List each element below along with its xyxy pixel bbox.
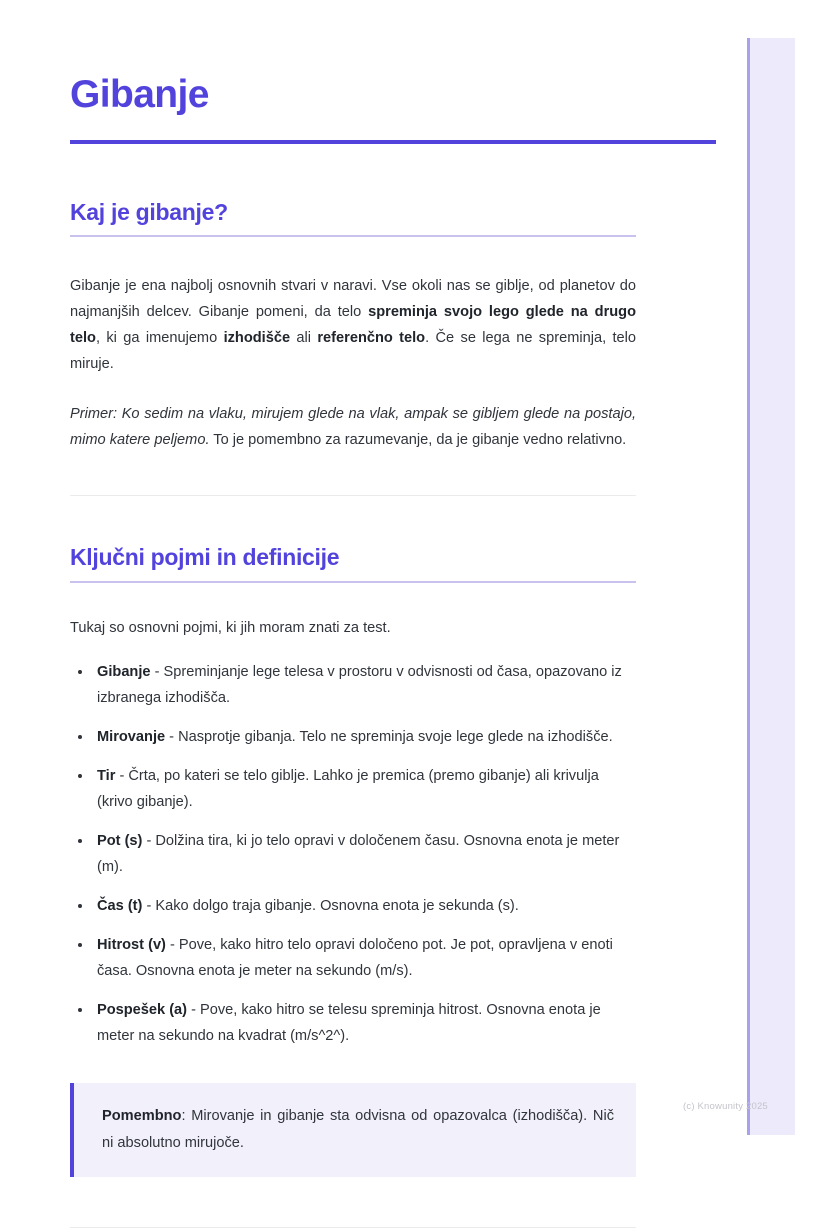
list-item: [70, 724, 636, 750]
intro-text-3: ali: [290, 330, 318, 347]
section-heading: Kaj je gibanje?: [70, 198, 228, 225]
term-label: Čas (t): [97, 897, 143, 914]
term-definition: - Črta, po kateri se telo giblje. Lahko je premica (premo gibanje) ali krivulja (krivo gibanje).: [97, 767, 599, 810]
term-label: Gibanje: [97, 663, 151, 680]
list-item: [70, 763, 636, 815]
intro-text-1: Gibanje je ena najbolj osnovnih stvari v naravi. Vse okoli nas se giblje, od planetov do najmanjših delcev. Gibanje pomeni, da telo: [70, 278, 636, 321]
term-label: Pot (s): [97, 832, 143, 849]
title-underline: [70, 140, 716, 144]
list-item: [70, 932, 636, 984]
document-content: [70, 0, 636, 1228]
term-definition: - Nasprotje gibanja. Telo ne spreminja svoje lege glede na izhodišče.: [165, 728, 613, 745]
example-italic: Primer: Ko sedim na vlaku, mirujem glede na vlak, ampak se gibljem glede na postajo, mimo katere peljemo.: [70, 406, 636, 449]
page-side-strip: [747, 38, 795, 1135]
intro-bold-2: izhodišče: [223, 330, 291, 347]
section-kaj-je-gibanje: [70, 152, 636, 453]
term-label: Mirovanje: [97, 728, 166, 745]
term-definition: - Kako dolgo traja gibanje. Osnovna enota je sekunda (s).: [142, 897, 519, 914]
callout-body: : Mirovanje in gibanje sta odvisna od opazovalca (izhodišča). Nič ni absolutno mirujoče.: [102, 1107, 614, 1151]
intro-bold-1: spreminja svojo lego glede na drugo telo: [70, 304, 636, 347]
section-heading-rule: [70, 235, 636, 237]
paragraph-example: [70, 377, 636, 453]
intro-text-4: . Če se lega ne spreminja, telo miruje.: [70, 330, 636, 373]
term-label: Pospešek (a): [97, 1001, 188, 1018]
intro-text-2: , ki ga imenujemo: [95, 330, 224, 347]
paragraph-intro: [70, 245, 636, 377]
term-label: Tir: [97, 767, 116, 784]
callout-label: Pomembno: [102, 1107, 182, 1124]
section-heading-rule: [70, 581, 636, 583]
term-definition: - Pove, kako hitro telo opravi določeno pot. Je pot, opravljena v enoti časa. Osnovna enota je meter na sekundo (m/s).: [97, 936, 613, 979]
callout-text: [102, 1103, 614, 1157]
term-definition: - Pove, kako hitro se telesu spreminja hitrost. Osnovna enota je meter na sekundo na kvadrat (m/s^2^).: [97, 1001, 601, 1044]
section-kljucni-pojmi: [70, 496, 636, 1176]
term-definition: - Dolžina tira, ki jo telo opravi v določenem času. Osnovna enota je meter (m).: [97, 832, 620, 875]
list-item: [70, 828, 636, 880]
page-title: Gibanje: [70, 73, 209, 116]
footer-watermark: (c) Knowunity 2025: [683, 1101, 768, 1112]
list-item: [70, 659, 636, 711]
example-rest: To je pomembno za razumevanje, da je gibanje vedno relativno.: [209, 432, 627, 449]
section-heading: Ključni pojmi in definicije: [70, 544, 340, 571]
list-item: [70, 893, 636, 919]
terms-list: [70, 641, 636, 1049]
list-item: [70, 997, 636, 1049]
term-definition: - Spreminjanje lege telesa v prostoru v odvisnosti od časa, opazovano iz izbranega izhodišča.: [97, 663, 622, 706]
intro-bold-3: referenčno telo: [317, 330, 426, 347]
callout-important: [70, 1083, 636, 1177]
paragraph-lead: Tukaj so osnovni pojmi, ki jih moram znati za test.: [70, 619, 391, 636]
term-label: Hitrost (v): [97, 936, 166, 953]
